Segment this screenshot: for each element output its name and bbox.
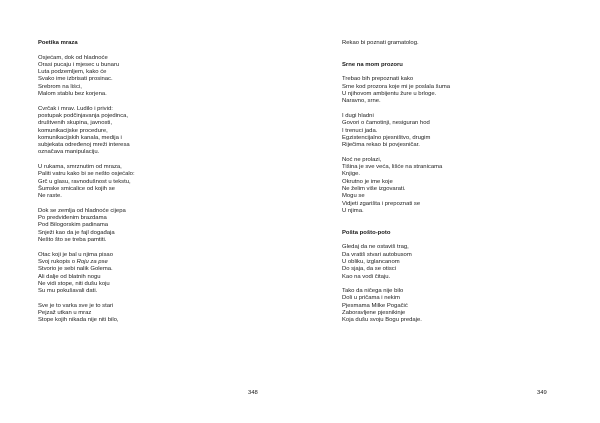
verse-line: subjekata određenoj mreži interesa: [38, 142, 130, 149]
verse-line: Noć ne prolazi,: [342, 156, 382, 163]
verse-line: Ne vidi stope, niti dušu koju: [38, 280, 110, 287]
stanza: [38, 303, 278, 325]
verse-line: Pod Bilogorskim padinama: [38, 222, 109, 229]
page-number: 349: [537, 390, 547, 396]
verse-line: Po predviđenim brazdama: [38, 215, 107, 222]
stanza: [342, 288, 582, 324]
verse-line: Stvorio je sebi nalik Golema.: [38, 266, 113, 273]
verse-line: U rukama, smrznutim od mraza,: [38, 164, 122, 171]
verse-line: Luta podzemljem, kako će: [38, 69, 107, 76]
stanza: [38, 106, 278, 157]
verse-line: Govori o čamotinji, nesiguran hod: [342, 120, 430, 127]
verse-line: Pjesmama Milke Pogačić: [342, 302, 408, 309]
page-number: 348: [248, 390, 258, 396]
verse-line: Svoj rukopis o Roju za pse: [38, 258, 108, 265]
verse-line: Da vratiš stvari autobusom: [342, 251, 412, 258]
verse-line: Knjige.: [342, 171, 361, 178]
verse-line: Osjećam, dok od hladnoće: [38, 54, 108, 61]
stanza: [38, 164, 278, 200]
verse-line: Šumske smicalice od kojih se: [38, 185, 115, 192]
verse-line: Zaboravljene pjesnikinje: [342, 309, 406, 316]
stanza: [38, 55, 278, 99]
verse-line: Stope kojih nikada nije niti bilo,: [38, 317, 119, 324]
verse-line: Tako da ničega nije bilo: [342, 288, 404, 295]
verse-line: Snježi kao da je fajl događaja: [38, 229, 115, 236]
verse-line: društvenih skupina, javnosti,: [38, 120, 113, 127]
verse-line: Do sjaja, da se otisci: [342, 266, 397, 273]
verse-line: Paliti vatru kako bi se nešto osjećalo:: [38, 171, 135, 178]
verse-line: Rekao bi poznati gramatolog.: [342, 40, 419, 46]
stanza: [38, 252, 278, 296]
stanza: [342, 157, 582, 215]
verse-line: Okrutno je ime koje: [342, 178, 393, 185]
stanza: [342, 244, 582, 280]
verse-line: Kao na vodi čitaju.: [342, 273, 391, 280]
verse-line: Orasi pucaju i mjesec u bunaru: [38, 61, 120, 68]
verse-line: U njima.: [342, 207, 364, 214]
verse-line: Koja dušu svoju Bogu predaje.: [342, 317, 422, 324]
verse-line: Doli u pričama i nekim: [342, 295, 400, 302]
verse-line: postupak podčinjavanja pojedinca,: [38, 112, 129, 119]
verse-line: Srebrom na liści,: [38, 83, 82, 90]
poem-title: Srne na mom prozoru: [342, 61, 403, 68]
italic-title: Roju za pse: [76, 258, 108, 265]
verse-line: I dugi hladni: [342, 112, 374, 119]
verse-line: Gledaj da ne ostaviš trag,: [342, 244, 409, 251]
verse-line: Naravno, srne.: [342, 98, 381, 105]
verse-line: Otac koji je bal u njima pisao: [38, 251, 113, 258]
verse-line: Riječima rekao bi povjesničar.: [342, 142, 420, 149]
verse-line: Tišina je sve veća, lišće na stranicama: [342, 164, 443, 171]
verse-line: U obliku, izglancanom: [342, 258, 400, 265]
stanza: [342, 113, 582, 149]
verse-line: Cvrčak i mrav. Ludilo i privid:: [38, 105, 113, 112]
verse-line: Pejzaž utkan u mraz: [38, 309, 92, 316]
verse-line: Srne kod prozora koje mi je poslala šuma: [342, 83, 451, 90]
verse-line: Su mu pokušavali dati.: [38, 288, 98, 295]
verse-line: Sve je to varka sve je to stari: [38, 302, 114, 309]
verse-line: I trenuci jada.: [342, 127, 378, 134]
verse-line: Mogu se: [342, 193, 365, 200]
verse-line: komunikacijskih kanala, medija i: [38, 134, 122, 141]
stanza: [342, 76, 582, 105]
right-column: [342, 40, 582, 325]
verse-line: Ne želim više izgovarati.: [342, 185, 406, 192]
verse-line: Nešto što se treba pamtiti.: [38, 237, 107, 244]
verse-line: označava manipulaciju.: [38, 149, 100, 156]
left-column: [38, 40, 278, 325]
verse-line: Svako ime izbrisati prosinac.: [38, 76, 113, 83]
verse-line: Malom stablu bez korjena.: [38, 91, 107, 98]
verse-line: Egzistencijalno pjesništvo, drugim: [342, 134, 431, 141]
verse-line: Dok se zemlja od hladnoće cijepa: [38, 207, 126, 214]
poem-title: Pošta pošto-poto: [342, 229, 391, 236]
verse-line: U njihovom ambijentu žure u brloge.: [342, 91, 437, 98]
poem-title: Poetika mraza: [38, 40, 78, 46]
right-page: [300, 0, 600, 423]
verse-line: Ali dalje od blatnih nogu: [38, 273, 101, 280]
verse-line: komunikacijske procedure,: [38, 127, 108, 134]
verse-line: Vidjeti zgarišta i prepoznati se: [342, 200, 421, 207]
verse-line: Trebao bih prepoznati kako: [342, 76, 414, 83]
stanza: [38, 208, 278, 244]
verse-line: Grč u glasu, ravnodušnost u tekstu,: [38, 178, 131, 185]
verse-line: Ne raste.: [38, 193, 62, 200]
